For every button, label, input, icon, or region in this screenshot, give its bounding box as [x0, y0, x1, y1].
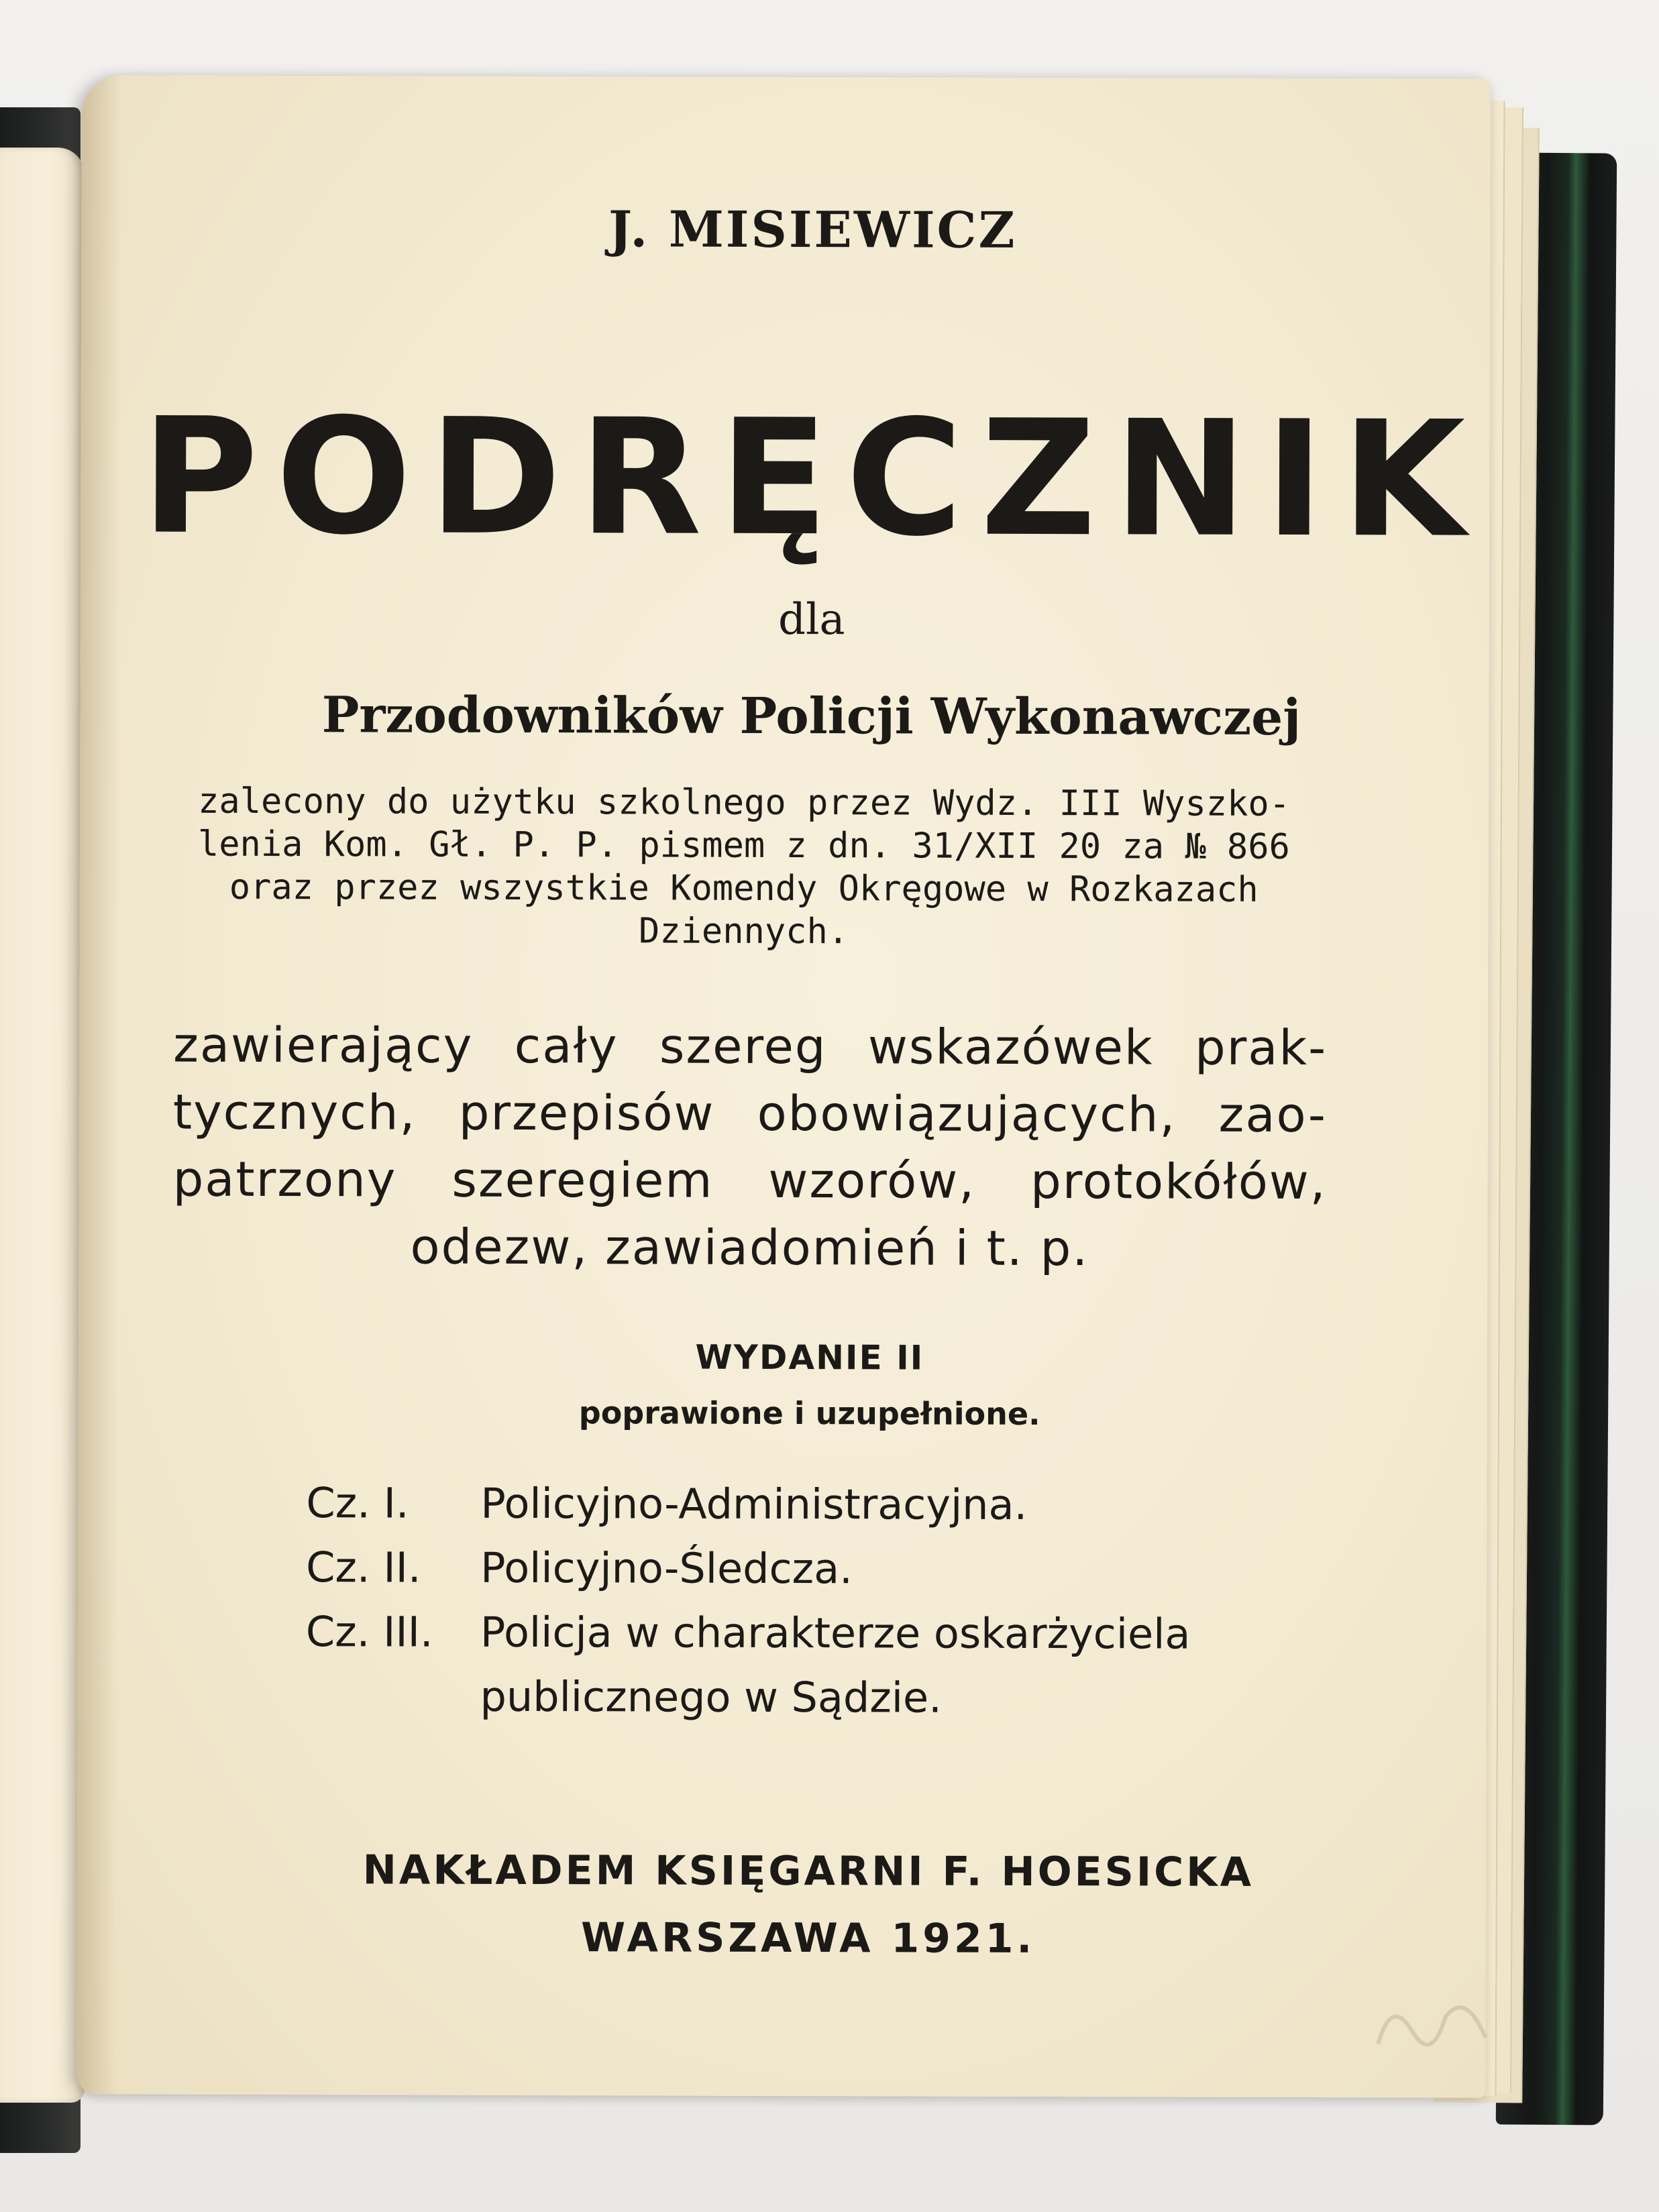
audience-subtitle: Przodowników Policji Wykonawczej — [321, 686, 1301, 747]
recommendation-text — [174, 780, 1315, 954]
title-connector: dla — [778, 594, 845, 645]
publisher: NAKŁADEM KSIĘGARNI F. HOESICKA — [362, 1846, 1254, 1896]
part-title: Policyjno-Administracyjna. — [480, 1478, 1028, 1529]
contents-line: zawierający cały szereg wskazówek prak- — [173, 1016, 1328, 1076]
recommendation-line: Dziennych. — [638, 911, 849, 952]
left-page — [0, 148, 85, 2103]
book-title: PODRĘCZNIK — [141, 384, 1483, 573]
recommendation-line: oraz przez wszystkie Komendy Okręgowe w Rozkazach — [229, 867, 1259, 910]
part-title: publicznego w Sądzie. — [480, 1671, 942, 1722]
recommendation-line: zalecony do użytku szkolnego przez Wydz. III Wyszko- — [198, 781, 1291, 824]
place-year: WARSZAWA 1921. — [580, 1914, 1036, 1962]
contents-description — [172, 1011, 1327, 1283]
contents-line: tycznych, przepisów obowiązujących, zao- — [172, 1083, 1328, 1144]
contents-line: odezw, zawiadomień i t. p. — [410, 1218, 1089, 1277]
part-number: Cz. III. — [305, 1607, 433, 1657]
part-number: Cz. II. — [306, 1543, 421, 1592]
pencil-mark — [1364, 1970, 1499, 2064]
contents-line: patrzony szeregiem wzorów, protokółów, — [172, 1150, 1327, 1211]
author: J. MISIEWICZ — [608, 201, 1017, 260]
part-title: Policja w charakterze oskarżyciela — [480, 1607, 1191, 1659]
title-page-content — [76, 75, 1491, 2097]
recommendation-line: lenia Kom. Gł. P. P. pismem z dn. 31/XII 20 za № 866 — [197, 824, 1290, 867]
title-page — [76, 75, 1491, 2097]
edition: WYDANIE II — [695, 1337, 924, 1378]
edition-note: poprawione i uzupełnione. — [578, 1394, 1040, 1433]
part-number: Cz. I. — [306, 1478, 409, 1528]
part-title: Policyjno-Śledcza. — [480, 1543, 853, 1594]
parts-list — [305, 1471, 1191, 1728]
